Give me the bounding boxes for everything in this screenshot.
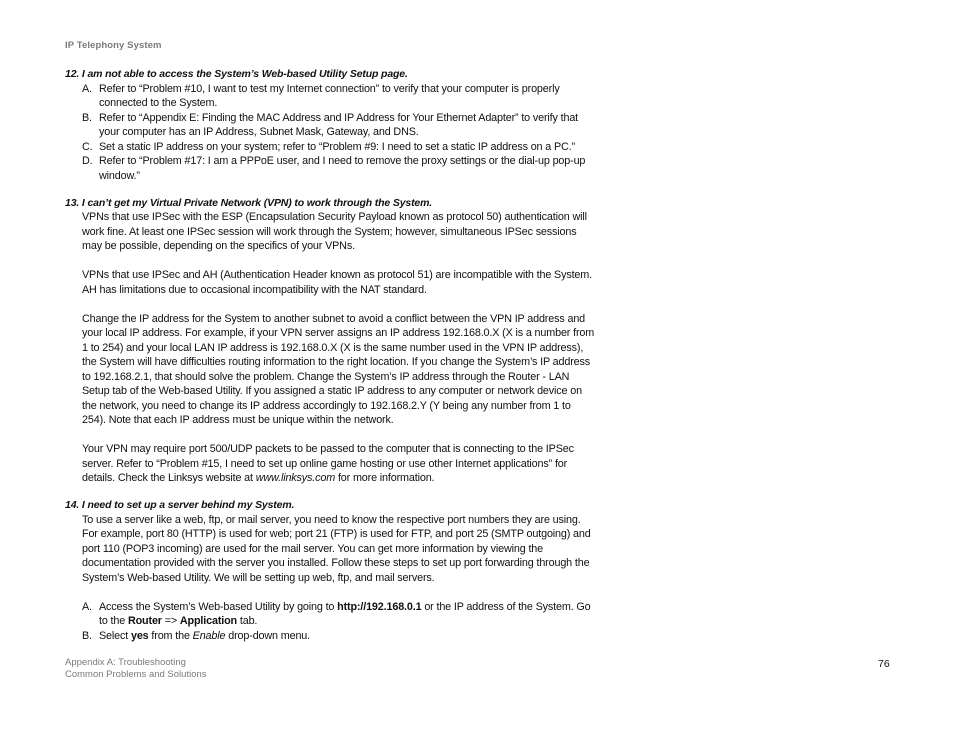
text-run: or the IP address of the System. Go to the <box>99 600 591 627</box>
question-13-title: 13. I can’t get my Virtual Private Network (VPN) to work through the System. <box>65 196 433 209</box>
item-label: D. <box>82 155 93 167</box>
q14-step-a <box>65 600 595 629</box>
q13-paragraph <box>82 442 595 486</box>
footer-section-title: Appendix A: Troubleshooting <box>65 657 186 668</box>
page-number: 76 <box>878 658 890 670</box>
page-content <box>65 67 595 643</box>
page-footer <box>65 657 207 681</box>
q12-item-a <box>65 82 595 111</box>
q13-paragraph: Change the IP address for the System to another subnet to avoid a conflict between the VPN IP address and your local IP address. For example, if your VPN server assigns an IP address 192.168.0.X (X is a number from 1 to 254) and your local LAN IP address is 192.168.0.X (X is the same number used in the VPN IP address), the System will have difficulties routing information to the right location. If you change the System’s IP address to 192.168.2.1, that should solve the problem. Change the System’s IP address through the Router - LAN Setup tab of the Web-based Utility. If you assigned a static IP address to any computer or network device on the network, you need to change its IP address accordingly to 192.168.2.Y (Y being any number from 1 to 254). Note that each IP address must be unique within the network. <box>82 312 595 426</box>
q14-step-b <box>65 629 595 644</box>
text-run: => <box>161 615 180 627</box>
q12-item-c <box>65 140 595 155</box>
item-text: Refer to “Problem #17: I am a PPPoE user, and I need to remove the proxy settings or the dial-up pop-up window.” <box>99 155 586 182</box>
application-tab-name: Application <box>179 615 238 627</box>
q13-paragraph: VPNs that use IPSec and AH (Authentication Header known as protocol 51) are incompatible with the System. AH has limitations due to occasional incompatibility with the NAT standard. <box>82 269 592 296</box>
footer-subsection-title: Common Problems and Solutions <box>65 669 207 680</box>
question-12-title: 12. I am not able to access the System’s Web-based Utility Setup page. <box>65 68 408 80</box>
item-label: B. <box>82 111 92 124</box>
text-run: from the <box>148 629 193 642</box>
item-text: Refer to “Problem #10, I want to test my Internet connection” to verify that your computer is properly connected to the System. <box>99 82 560 109</box>
q14-intro: To use a server like a web, ftp, or mail server, you need to know the respective port numbers they are using. For example, port 80 (HTTP) is used for web; port 21 (FTP) is used for FTP, and port 25 (SMTP outgoing) and port 110 (POP3 incoming) are used for the mail server. You can get more information by viewing the documentation provided with the server you installed. Follow these steps to set up port forwarding through the System’s Web-based Utility. We will be setting up web, ftp, and mail servers. <box>82 513 591 584</box>
utility-url-link[interactable]: http://192.168.0.1 <box>337 600 422 613</box>
item-label: A. <box>82 82 92 95</box>
q13-paragraph: VPNs that use IPSec with the ESP (Encapsulation Security Payload known as protocol 50) authentication will work fine. At least one IPSec session will work through the System; however, simultaneous IPSec sessions may be possible, depending on the specifics of your VPNs. <box>82 211 587 252</box>
enable-menu-name: Enable <box>192 629 226 642</box>
router-tab-name: Router <box>127 615 162 627</box>
text-run: Your VPN may require port 500/UDP packets to be passed to the computer that is connecting to the IPSec server. Refer to “Problem #15, I need to set up online game hosting or use other Internet applications” for details. Check the Linksys website at <box>82 443 574 484</box>
item-text: Refer to “Appendix E: Finding the MAC Address and IP Address for Your Ethernet Adapter” to verify that your computer has an IP Address, Subnet Mask, Gateway, and DNS. <box>99 111 579 138</box>
linksys-website-link[interactable]: www.linksys.com <box>255 472 336 484</box>
text-run: Access the System’s Web-based Utility by going to <box>99 600 338 613</box>
text-run: Select <box>99 629 131 642</box>
item-label: B. <box>82 629 92 642</box>
text-run: tab. <box>237 615 258 627</box>
question-14-title: 14. I need to set up a server behind my System. <box>65 499 295 511</box>
text-run: for more information. <box>335 472 435 484</box>
q12-item-d <box>65 154 595 183</box>
q12-item-b <box>65 111 595 140</box>
yes-option: yes <box>130 629 149 642</box>
item-text: Set a static IP address on your system; refer to “Problem #9: I need to set a static IP address on a PC.” <box>99 140 575 153</box>
item-label: C. <box>82 140 93 153</box>
spacer <box>65 585 595 600</box>
running-header: IP Telephony System <box>65 40 162 51</box>
item-label: A. <box>82 600 92 613</box>
text-run: drop-down menu. <box>225 629 311 642</box>
